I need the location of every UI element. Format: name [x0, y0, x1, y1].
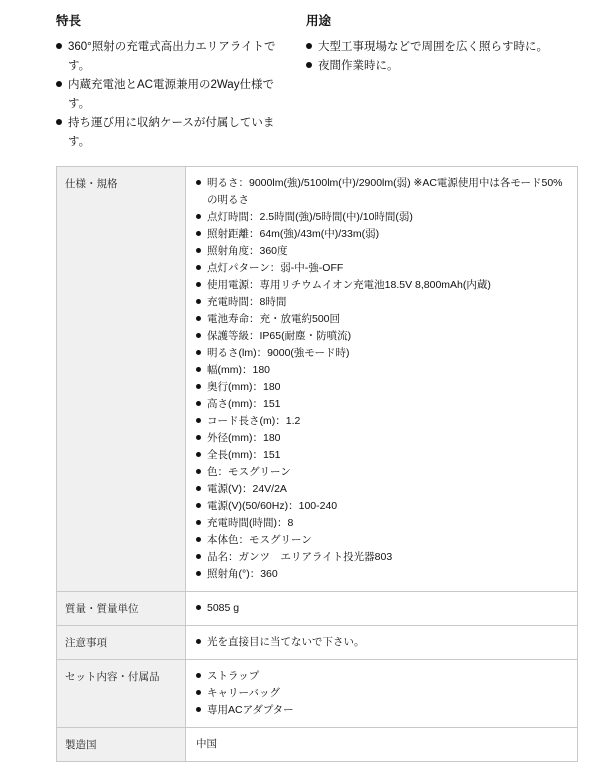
- row-label-contents: セット内容・付属品: [57, 659, 186, 727]
- uses-column: [296, 14, 578, 76]
- country-text: 中国: [196, 737, 217, 750]
- spec-text: 照射角度：360度: [207, 244, 288, 257]
- list-item: [196, 277, 569, 294]
- bullet-icon: [196, 367, 201, 372]
- list-item: [196, 668, 569, 685]
- bullet-icon: [196, 248, 201, 253]
- spec-text: 電源(V)(50/60Hz)：100-240: [207, 499, 338, 512]
- bullet-icon: [196, 690, 201, 695]
- list-item: [196, 515, 569, 532]
- features-list: [56, 38, 296, 152]
- list-item: [196, 345, 569, 362]
- row-label-weight: 質量・質量単位: [57, 591, 186, 625]
- spec-text: 電源(V)：24V/2A: [207, 482, 287, 495]
- feature-text: 360°照射の充電式高出力エリアライトです。: [68, 41, 276, 72]
- spec-text: 充電時間：8時間: [207, 295, 287, 308]
- spec-text: コード長さ(m)：1.2: [207, 414, 301, 427]
- features-title: 特長: [56, 14, 82, 28]
- list-item: [56, 76, 296, 114]
- spec-text: 高さ(mm)：151: [207, 397, 281, 410]
- list-item: [196, 396, 569, 413]
- list-item: [196, 685, 569, 702]
- contents-list: [196, 668, 569, 719]
- bullet-icon: [196, 673, 201, 678]
- use-text: 大型工事現場などで周囲を広く照らす時に。: [318, 41, 548, 53]
- list-item: [196, 447, 569, 464]
- spec-text: 点灯パターン：弱-中-強-OFF: [207, 261, 344, 274]
- row-value-weight: [186, 591, 578, 625]
- row-value-spec: [186, 166, 578, 591]
- bullet-icon: [196, 520, 201, 525]
- bullet-icon: [196, 401, 201, 406]
- list-item: [196, 498, 569, 515]
- spec-text: 全長(mm)：151: [207, 448, 281, 461]
- list-item: [56, 114, 296, 152]
- list-item: [196, 379, 569, 396]
- top-columns: [56, 14, 578, 152]
- row-value-caution: [186, 625, 578, 659]
- spec-text: 照射距離：64m(強)/43m(中)/33m(弱): [207, 227, 380, 240]
- list-item: [196, 362, 569, 379]
- list-item: [196, 464, 569, 481]
- bullet-icon: [196, 537, 201, 542]
- list-item: [196, 566, 569, 583]
- bullet-icon: [196, 486, 201, 491]
- feature-text: 内蔵充電池とAC電源兼用の2Way仕様です。: [68, 78, 274, 110]
- spec-list: [196, 175, 569, 583]
- uses-title: 用途: [306, 14, 332, 28]
- weight-text: 5085 g: [207, 601, 240, 614]
- bullet-icon: [196, 503, 201, 508]
- row-value-country: [186, 727, 578, 761]
- spec-text: 点灯時間：2.5時間(強)/5時間(中)/10時間(弱): [207, 210, 413, 223]
- spec-text: 使用電源：専用リチウムイオン充電池18.5V 8,800mAh(内蔵): [207, 278, 491, 291]
- spec-text: 奥行(mm)：180: [207, 380, 281, 393]
- bullet-icon: [196, 707, 201, 712]
- bullet-icon: [196, 452, 201, 457]
- bullet-icon: [196, 350, 201, 355]
- bullet-icon: [196, 316, 201, 321]
- caution-text: 光を直接目に当てないで下さい。: [207, 635, 365, 648]
- bullet-icon: [196, 571, 201, 576]
- bullet-icon: [196, 418, 201, 423]
- spec-table: [56, 166, 578, 762]
- contents-text: キャリーバッグ: [207, 686, 280, 699]
- row-label-caution: 注意事項: [57, 625, 186, 659]
- bullet-icon: [196, 554, 201, 559]
- spec-text: 色：モスグリーン: [207, 465, 291, 478]
- row-label-spec: 仕様・規格: [57, 166, 186, 591]
- list-item: [196, 243, 569, 260]
- list-item: [196, 549, 569, 566]
- list-item: [196, 311, 569, 328]
- spec-text: 照射角(°)：360: [207, 567, 278, 580]
- bullet-icon: [196, 605, 201, 610]
- list-item: [196, 600, 569, 617]
- bullet-icon: [306, 62, 312, 68]
- bullet-icon: [196, 435, 201, 440]
- spec-text: 保護等級：IP65(耐塵・防噴流): [207, 329, 352, 342]
- caution-list: [196, 634, 569, 651]
- bullet-icon: [196, 299, 201, 304]
- list-item: [196, 175, 569, 209]
- weight-list: [196, 600, 569, 617]
- spec-text: 本体色：モスグリーン: [207, 533, 312, 546]
- bullet-icon: [196, 282, 201, 287]
- bullet-icon: [56, 81, 62, 87]
- uses-list: [306, 38, 578, 76]
- contents-text: ストラップ: [207, 669, 260, 682]
- list-item: [196, 209, 569, 226]
- row-label-country: 製造国: [57, 727, 186, 761]
- list-item: [196, 260, 569, 277]
- bullet-icon: [56, 119, 62, 125]
- list-item: [196, 226, 569, 243]
- table-row: [57, 166, 578, 591]
- spec-text: 電池寿命：充・放電約500回: [207, 312, 341, 325]
- list-item: [196, 328, 569, 345]
- bullet-icon: [196, 265, 201, 270]
- spec-text: 幅(mm)：180: [207, 363, 271, 376]
- bullet-icon: [196, 333, 201, 338]
- features-column: [56, 14, 296, 152]
- table-row: [57, 659, 578, 727]
- spec-text: 品名：ガンツ エリアライト投光器803: [207, 550, 393, 563]
- row-value-contents: [186, 659, 578, 727]
- bullet-icon: [196, 180, 201, 185]
- list-item: [196, 634, 569, 651]
- bullet-icon: [196, 384, 201, 389]
- spec-text: 充電時間(時間)：8: [207, 516, 294, 529]
- table-row: [57, 625, 578, 659]
- feature-text: 持ち運び用に収納ケースが付属しています。: [68, 116, 275, 148]
- list-item: [306, 57, 578, 76]
- bullet-icon: [56, 43, 62, 49]
- use-text: 夜間作業時に。: [318, 59, 399, 72]
- bullet-icon: [196, 469, 201, 474]
- spec-text: 外径(mm)：180: [207, 431, 281, 444]
- bullet-icon: [306, 43, 312, 49]
- bullet-icon: [196, 639, 201, 644]
- list-item: [196, 413, 569, 430]
- list-item: [196, 430, 569, 447]
- table-row: [57, 591, 578, 625]
- spec-text: 明るさ(lm)：9000(強モード時): [207, 346, 350, 359]
- bullet-icon: [196, 231, 201, 236]
- bullet-icon: [196, 214, 201, 219]
- spec-text: 明るさ：9000lm(強)/5100lm(中)/2900lm(弱) ※AC電源使用中は各モード50%の明るさ: [207, 176, 563, 206]
- list-item: [56, 38, 296, 76]
- list-item: [196, 532, 569, 549]
- list-item: [196, 702, 569, 719]
- list-item: [196, 294, 569, 311]
- contents-text: 専用ACアダプター: [207, 703, 294, 716]
- list-item: [306, 38, 578, 57]
- list-item: [196, 481, 569, 498]
- table-row: [57, 727, 578, 761]
